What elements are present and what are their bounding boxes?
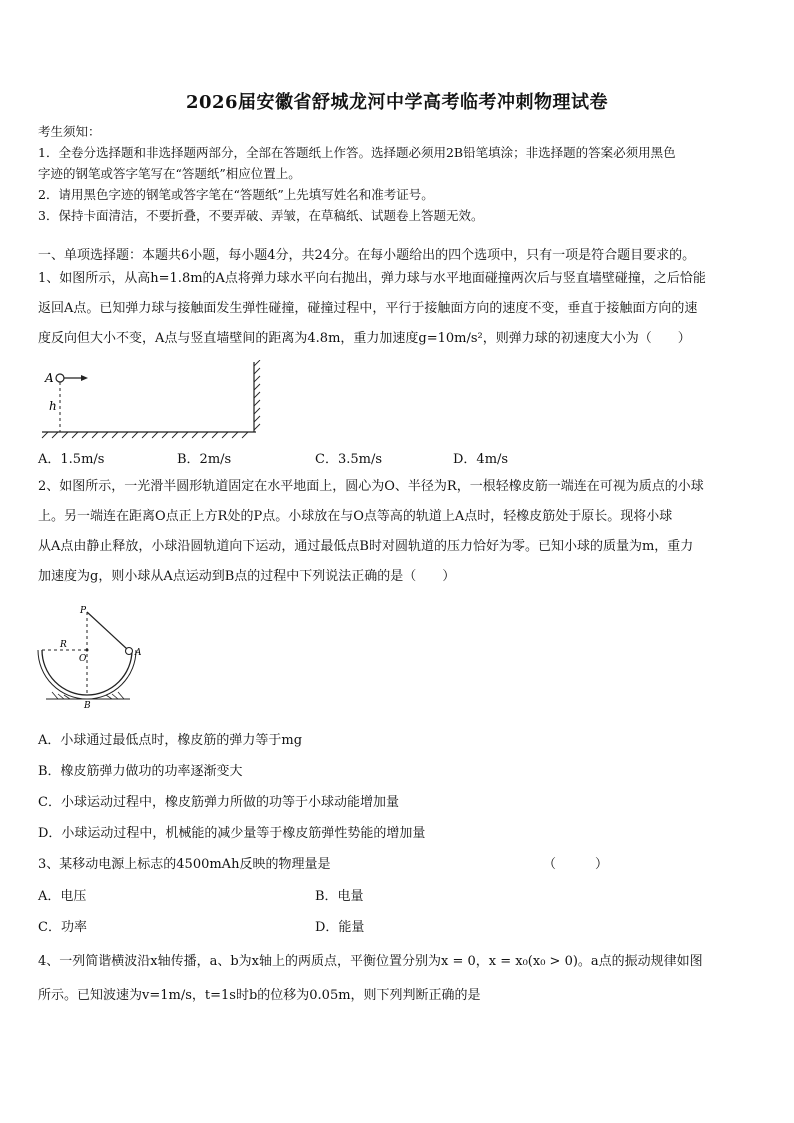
- q1-option-c: C．3.5m/s: [315, 452, 382, 467]
- q2-option-d: D．小球运动过程中，机械能的减少量等于橡皮筋弹性势能的增加量: [38, 826, 426, 841]
- question-line: 4、一列简谐横波沿x轴传播，a、b为x轴上的两质点，平衡位置分别为x = 0，x = x₀(x₀ > 0)。a点的振动规律如图: [38, 954, 703, 969]
- page-title: 2026届安徽省舒城龙河中学高考临考冲刺物理试卷: [185, 92, 609, 113]
- point-a-label: A: [45, 371, 54, 385]
- question-line: 加速度为g，则小球从A点运动到B点的过程中下列说法正确的是（ ）: [38, 569, 456, 584]
- q2-option-c: C．小球运动过程中，橡皮筋弹力所做的功等于小球动能增加量: [38, 795, 399, 810]
- radius-r-label: R: [60, 640, 67, 650]
- q2-option-a: A．小球通过最低点时，橡皮筋的弹力等于mg: [38, 733, 303, 748]
- center-o-label: O: [79, 654, 87, 664]
- notice-line: 1．全卷分选择题和非选择题两部分，全部在答题纸上作答。选择题必须用2B铅笔填涂；非选择题的答案必须用黑色: [38, 145, 676, 160]
- section-heading: 一、单项选择题：本题共6小题，每小题4分，共24分。在每小题给出的四个选项中，只有一项是符合题目要求的。: [38, 248, 696, 263]
- question-line: 2、如图所示，一光滑半圆形轨道固定在水平地面上，圆心为O、半径为R，一根轻橡皮筋一端连在可视为质点的小球: [38, 479, 704, 494]
- arrow-right-icon: [81, 375, 88, 381]
- notice-line: 2．请用黑色字迹的钢笔或答字笔在“答题纸”上先填写姓名和准考证号。: [38, 187, 434, 202]
- q3-option-d: D．能量: [315, 920, 365, 935]
- question-3-stem: 3、某移动电源上标志的4500mAh反映的物理量是: [38, 857, 331, 872]
- q1-option-b: B．2m/s: [177, 452, 232, 467]
- question-line: 上。另一端连在距离O点正上方R处的P点。小球放在与O点等高的轨道上A点时，轻橡皮筋处于原长。现将小球: [38, 509, 673, 524]
- ball-icon: [126, 648, 133, 655]
- question-line: 所示。已知波速为v=1m/s，t=1s时b的位移为0.05m，则下列判断正确的是: [38, 988, 481, 1003]
- notice-line: 3．保持卡面清洁，不要折叠，不要弄破、弄皱，在草稿纸、试题卷上答题无效。: [38, 208, 484, 223]
- question-2-stem: [38, 472, 758, 592]
- question-line: 返回A点。已知弹力球与接触面发生弹性碰撞，碰撞过程中，平行于接触面方向的速度不变，垂直于接触面方向的速: [38, 301, 698, 316]
- question-line: 1、如图所示，从高h=1.8m的A点将弹力球水平向右抛出，弹力球与水平地面碰撞两次后与竖直墙壁碰撞，之后恰能: [38, 271, 706, 286]
- q2-option-b: B．橡皮筋弹力做功的功率逐渐变大: [38, 764, 243, 779]
- question-1-figure: [38, 360, 268, 440]
- q3-option-b: B．电量: [315, 889, 364, 904]
- answer-bracket: （ ）: [543, 857, 609, 872]
- height-h-label: h: [49, 399, 57, 413]
- question-1-stem: [38, 264, 758, 354]
- question-2-figure: [36, 602, 166, 712]
- q1-option-d: D．4m/s: [453, 452, 509, 467]
- point-p-label: P: [80, 606, 87, 616]
- question-line: 度反向但大小不变，A点与竖直墙壁间的距离为4.8m，重力加速度g=10m/s²，则弹力球的初速度大小为（ ）: [38, 331, 691, 346]
- q3-option-a: A．电压: [38, 889, 87, 904]
- notice-line: 字迹的钢笔或答字笔写在“答题纸”相应位置上。: [38, 166, 301, 181]
- question-line: 从A点由静止释放，小球沿圆轨道向下运动，通过最低点B时对圆轨道的压力恰好为零。已知小球的质量为m，重力: [38, 539, 694, 554]
- q1-option-a: A．1.5m/s: [38, 452, 105, 467]
- point-b-label: B: [84, 701, 91, 711]
- point-a-label: A: [135, 648, 142, 658]
- q3-option-c: C．功率: [38, 920, 87, 935]
- ball-icon: [56, 374, 64, 382]
- notice-heading: 考生须知：: [38, 124, 101, 139]
- exam-notice: [38, 121, 758, 226]
- question-4-stem: [38, 945, 758, 1013]
